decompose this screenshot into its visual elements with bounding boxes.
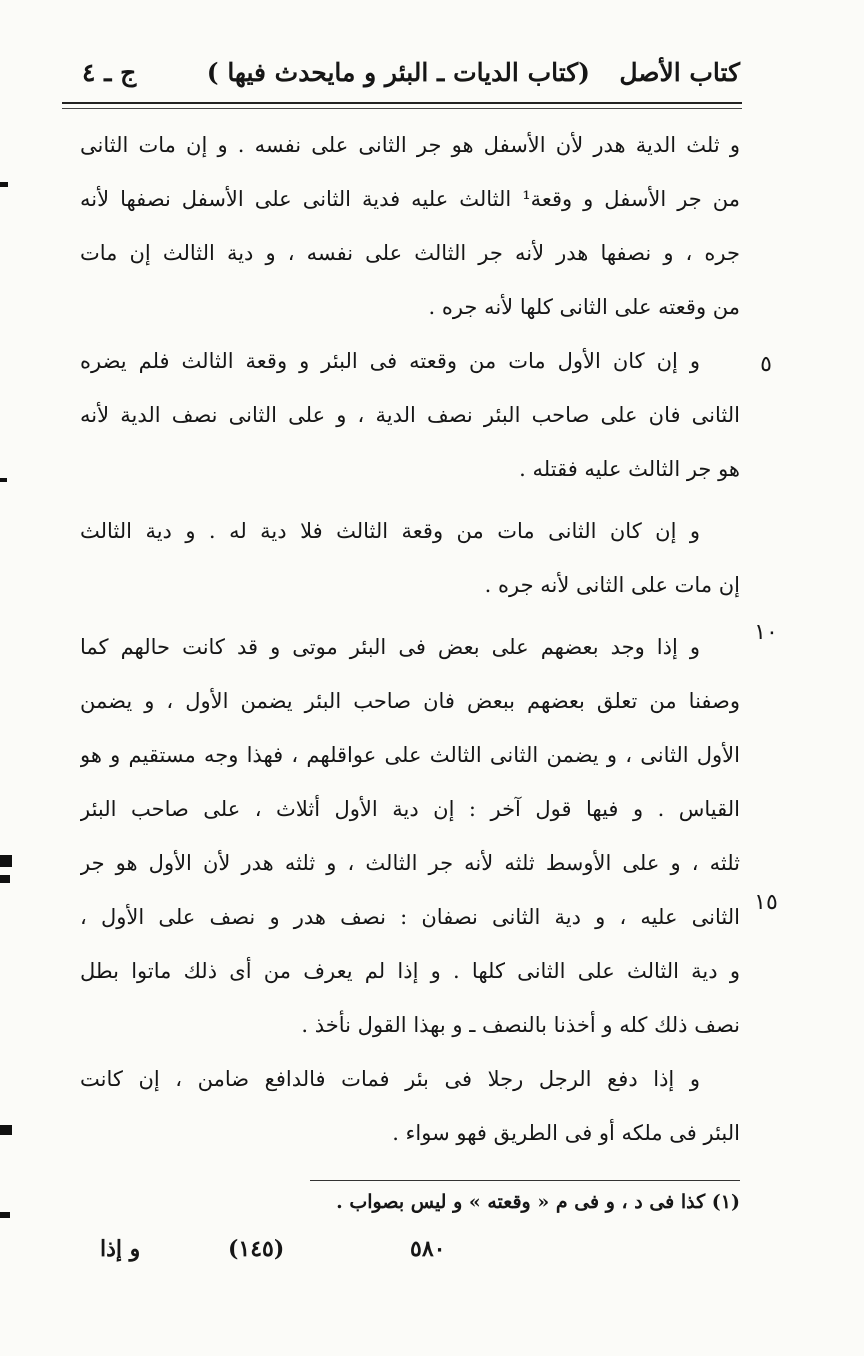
text-line: و إذا دفع الرجل رجلا فى بئر فمات فالدافع ضامن ، إن كانت: [80, 1067, 700, 1091]
text-line: نصف ذلك كله و أخذنا بالنصف ـ و بهذا القول نأخذ .: [301, 1013, 740, 1037]
text-line: و دية الثالث على الثانى كلها . و إذا لم يعرف من أى ذلك ماتوا بطل: [80, 959, 740, 983]
text-line: ثلثه ، و على الأوسط ثلثه لأنه جر الثالث ، و ثلثه هدر لأن الأول هو جر: [80, 851, 740, 875]
chapter-title: (كتاب الديات ـ البئر و مايحدث فيها ): [206, 58, 590, 87]
header-rule-thin: [62, 108, 742, 109]
line-number: ٥: [760, 352, 772, 377]
text-line: القياس . و فيها قول آخر : إن دية الأول أثلاث ، على صاحب البئر: [80, 797, 740, 821]
margin-speck: [0, 478, 7, 482]
text-line: و إذا وجد بعضهم على بعض فى البئر موتى و قد كانت حالهم كما: [80, 635, 700, 659]
footnote-rule: [310, 1180, 740, 1181]
running-header: [70, 50, 740, 98]
text-line: و إن كان الثانى مات من وقعة الثالث فلا دية له . و دية الثالث: [80, 519, 700, 543]
text-line: هو جر الثالث عليه فقتله .: [519, 457, 740, 481]
margin-speck: [0, 1212, 10, 1218]
book-title: كتاب الأصل: [619, 58, 740, 87]
page-number: (١٤٥): [228, 1236, 285, 1262]
header-rule: [62, 102, 742, 104]
body-text: [80, 118, 740, 1160]
text-line: الثانى عليه ، و دية الثانى نصفان : نصف هدر و نصف على الأول ،: [80, 905, 740, 929]
line-number: ١٠: [754, 620, 778, 645]
volume-label: ج ـ ٤: [82, 58, 137, 87]
margin-speck: [0, 1125, 12, 1135]
margin-speck: [0, 875, 10, 883]
text-line: وصفنا من تعلق بعضهم ببعض فان صاحب البئر يضمن الأول ، و يضمن: [80, 689, 740, 713]
text-line: الأول الثانى ، و يضمن الثانى الثالث على عواقلهم ، فهذا وجه مستقيم و هو: [80, 743, 740, 767]
line-number: ١٥: [754, 890, 778, 915]
text-line: جره ، و نصفها هدر لأنه جر الثالث على نفسه ، و دية الثالث إن مات: [80, 241, 740, 265]
text-line: من وقعته على الثانى كلها لأنه جره .: [428, 295, 740, 319]
text-line: و إن كان الأول مات من وقعته فى البئر و وقعة الثالث فلم يضره: [80, 349, 700, 373]
text-line: إن مات على الثانى لأنه جره .: [484, 573, 740, 597]
text-line: من جر الأسفل و وقعة¹ الثالث عليه فدية الثانى على الأسفل نصفها لأنه: [80, 187, 740, 211]
text-line: و ثلث الدية هدر لأن الأسفل هو جر الثانى على نفسه . و إن مات الثانى: [80, 133, 740, 157]
footnote: (١) كذا فى د ، و فى م « وقعته » و ليس بصواب .: [336, 1191, 740, 1213]
margin-speck: [0, 855, 12, 867]
text-line: البئر فى ملكه أو فى الطريق فهو سواء .: [392, 1121, 740, 1145]
text-line: الثانى فان على صاحب البئر نصف الدية ، و على الثانى نصف الدية لأنه: [80, 403, 740, 427]
margin-speck: [0, 182, 8, 187]
signature-mark: ٥٨٠: [410, 1236, 446, 1262]
catchword: و إذا: [100, 1236, 141, 1262]
